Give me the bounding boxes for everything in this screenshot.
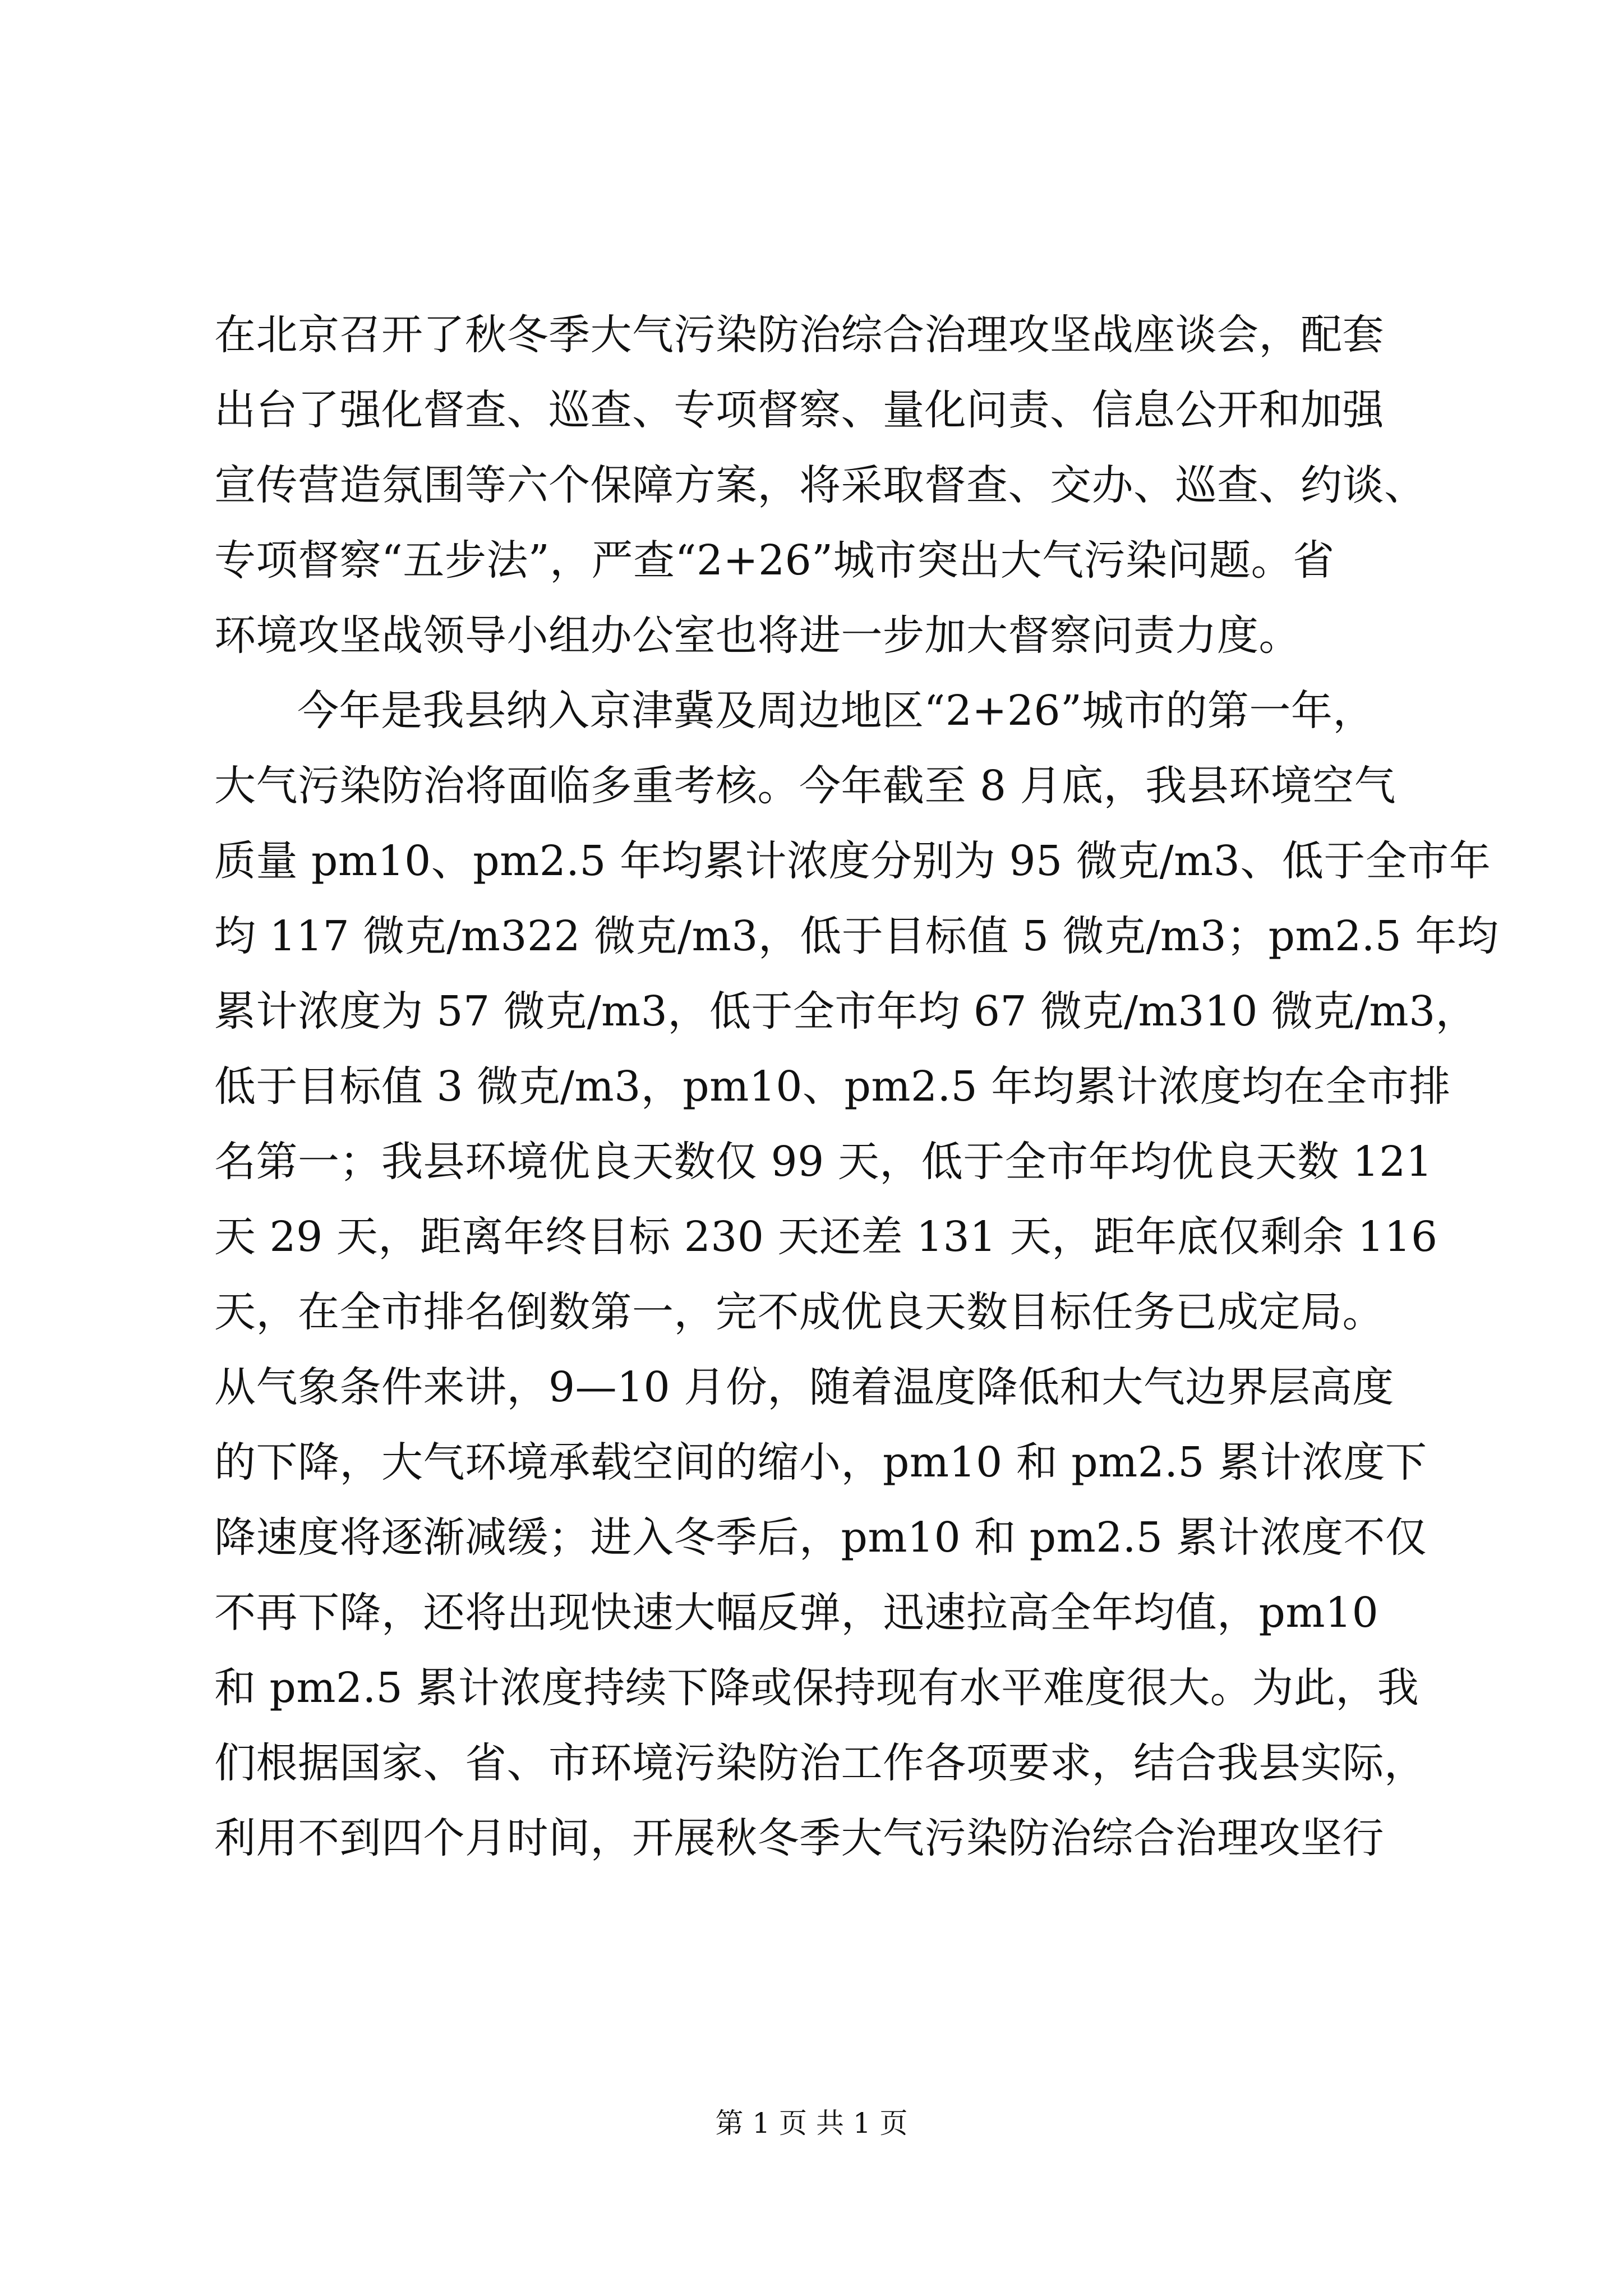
page-number: 第 1 页 共 1 页 bbox=[715, 2107, 908, 2139]
text-line: 今年是我县纳入京津冀及周边地区“2+26”城市的第一年， bbox=[297, 687, 1375, 735]
text-line: 低于目标值 3 微克/m3，pm10、pm2.5 年均累计浓度均在全市排 bbox=[214, 1062, 1451, 1111]
text-line: 宣传营造氛围等六个保障方案，将采取督查、交办、巡查、约谈、 bbox=[214, 461, 1426, 509]
page-footer bbox=[0, 2106, 1623, 2140]
text-line: 降速度将逐渐减缓；进入冬季后，pm10 和 pm2.5 累计浓度不仅 bbox=[214, 1513, 1427, 1562]
text-line: 出台了强化督查、巡查、专项督察、量化问责、信息公开和加强 bbox=[214, 386, 1384, 434]
text-line: 质量 pm10、pm2.5 年均累计浓度分别为 95 微克/m3、低于全市年 bbox=[214, 837, 1491, 885]
text-line: 天，在全市排名倒数第一，完不成优良天数目标任务已成定局。 bbox=[214, 1288, 1384, 1336]
text-line: 累计浓度为 57 微克/m3，低于全市年均 67 微克/m310 微克/m3， bbox=[214, 987, 1478, 1036]
document-body bbox=[214, 297, 1499, 1876]
text-line: 环境攻坚战领导小组办公室也将进一步加大督察问责力度。 bbox=[214, 611, 1301, 660]
text-line: 大气污染防治将面临多重考核。今年截至 8 月底，我县环境空气 bbox=[214, 762, 1396, 810]
text-line: 和 pm2.5 累计浓度持续下降或保持现有水平难度很大。为此，我 bbox=[214, 1664, 1419, 1712]
text-line: 名第一；我县环境优良天数仅 99 天，低于全市年均优良天数 121 bbox=[214, 1138, 1433, 1186]
text-line: 均 117 微克/m322 微克/m3，低于目标值 5 微克/m3；pm2.5 年均 bbox=[214, 912, 1499, 960]
text-line: 不再下降，还将出现快速大幅反弹，迅速拉高全年均值，pm10 bbox=[214, 1589, 1379, 1637]
text-line: 天 29 天，距离年终目标 230 天还差 131 天，距年底仅剩余 116 bbox=[214, 1213, 1438, 1261]
text-line: 专项督察“五步法”，严查“2+26”城市突出大气污染问题。省 bbox=[214, 536, 1335, 585]
text-line: 利用不到四个月时间，开展秋冬季大气污染防治综合治理攻坚行 bbox=[214, 1814, 1384, 1862]
text-line: 在北京召开了秋冬季大气污染防治综合治理攻坚战座谈会，配套 bbox=[214, 311, 1384, 359]
paragraph-2 bbox=[214, 673, 1499, 1876]
text-line: 们根据国家、省、市环境污染防治工作各项要求，结合我县实际， bbox=[214, 1739, 1426, 1787]
text-line: 的下降，大气环境承载空间的缩小，pm10 和 pm2.5 累计浓度下 bbox=[214, 1438, 1427, 1487]
text-line: 从气象条件来讲，9—10 月份，随着温度降低和大气边界层高度 bbox=[214, 1363, 1394, 1411]
paragraph-1 bbox=[214, 297, 1426, 673]
